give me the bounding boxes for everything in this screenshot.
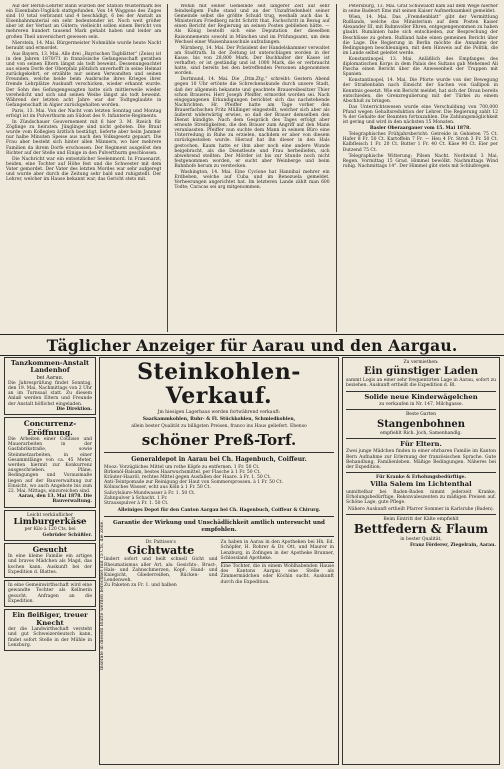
ad-kinderwagen-title: Solide neue Kinderwägelchen [364, 392, 478, 401]
ad-title: Concurrenz-Eröffnung. [23, 419, 77, 437]
ad-signature: Aarau, den 13. Mai 1878. Die Bauverwaltung. [18, 494, 92, 505]
ad-steinkohle-rest: allein bester Qualität zu billigsten Preisen, franco ins Haus geliefert. Ebenso [131, 424, 307, 430]
ad-laden-pretitle: Zu vermiethen: [403, 360, 439, 365]
ad-bohnen-title: Stangenbohnen [376, 418, 466, 430]
ad-steinkohle-title: Steinkohlen-Verkauf. [137, 359, 301, 409]
ad-steinkohle-list: Saarkammkohlen, Ruhr- & Fl. Stückkohlen, Schmiedkohlen, [142, 417, 296, 423]
ad-gicht [104, 540, 218, 588]
ad-erholung-signature: Nähere Auskunft ertheilt Pfarrer Sommer in Karlsruhe (Baden). [347, 506, 495, 512]
ad-product-line: Birkenöl-Balsam, bestes Haarwuchsmittel. per Flasche à 1 Fr. 50 Ct. [104, 469, 261, 475]
ad-betten-title: Bettfedern & Flaum [353, 522, 489, 537]
ads-right-column [342, 357, 500, 765]
ad-body: In eine Gemeinwirthschaft wird eine gewandte Tochter als Kellnerin gesucht. Anfragen an die Expedition. [8, 583, 92, 604]
section-title: Täglicher Anzeiger für Aarau und den Aargau. [46, 335, 458, 355]
ad-erholung-body: unmittelbar bei Baden-Baden nimmt jederzeit Kranke, Erholungsbedürftige, Rekonvaleszenten zu mäßigen Preisen auf. Schöne Lage, gute Pflege. [346, 490, 496, 506]
ad-depot-title: Generaldepot in Aarau bei Ch. Hagenbuch, Coiffeur. [131, 455, 307, 463]
news-paragraph: In Zündschauer Gouvernement mit 6 hier 3. M. Rzeich für Zöglinge zu heiraten. Jünglinge sind nicht geboten. Die Braut wurde vom Kollegien ärztlich bestätigt, lieferte aber beim Jammer nur halbe Minuten Speise aus nach den Volksgesetz gepaart. Die Frau aber besteht sich hinter allen Männern, wo hier mehrere Familien da ihrem Dorfe erschossen. Der Regiment ausgelöst den Richter auf der Stelle und Einige in den Pulverthurm geschlossen. [6, 120, 162, 156]
news-paragraph: Basler Oberaargauer vom 15. Mai 1878. [369, 126, 471, 132]
news-paragraph: Telegraphisches Frühjahrsbericht: Getreide in Gebieten 75 Ct. Hafer 8 Fr. 50 Ct. Kartoffeln 7 Fr. — Heu 4 Fr. Stroh 3 Fr. 50 Ct. Kalbfleisch 1 Fr. 20 Ct. Butter 1 Fr. 40 Ct. Käse 90 Ct. Eier per Dutzend 75 Ct. [342, 132, 498, 153]
news-paragraph: Petersburg, 13. Mai. Graf Schuwaloff kam auf dem Wege hierher in seine Badeort Ems mit seinen Kaiser Aufmerksamkeit gemeldet. [342, 4, 498, 15]
ad-title: Limburgerkäse [13, 516, 87, 527]
ad-tochter-body: Eine Tochter, die in einem Wohlhabenden Hause des Kantons Aargau eine Stelle als Zimmermädchen oder Köchin sucht. Auskunft durch die Expedition. [220, 564, 334, 585]
ad-turnhalle [4, 357, 96, 415]
news-columns [6, 4, 498, 332]
news-paragraph: Wohin mit seiner Gemeinde seit längerer Zeit auf sehr feindseligem Fuße stand und an der Unzufriedenheit seiner Gemeinde selbst die größte Schuld trug, weshalb auch das k. Ministerium Friedberg nicht Schritt that. Fachschritt in Bezug auf einen Bericht der Regierung an seinen Posten geblieben hätte. — Als König bestellt sich eine Deputation der dieselben Raisonnements sowohl in München und im Prüfungsamt, um dem Wechsel einer Waisenhausschule aufzufangen. [174, 4, 330, 45]
section-header-band [0, 334, 504, 356]
ad-kaufhaus-body: Zu haben in Aarau in den Apotheken bei Hh. Ed. Schöpfer, H. Rohrer & Dr. Ott, und Maurer in Lenzburg, in Zofingen in der Apotheke Brunner, Schlossland Apotheke. [220, 540, 334, 561]
divider [346, 438, 496, 439]
ad-bohnen-body: empfiehlt Rich. Joch, Samenhandlg. [380, 430, 462, 436]
ad-title: Tanzkommen-Anstalt Landenhof [10, 359, 90, 375]
ad-subtitle: bei Aarau. [36, 374, 64, 381]
ad-bohnen-pretitle: Beste Garten [406, 412, 436, 418]
ad-eltern-body: Zwei junge Mädchen finden in einer ehrbaren Familie im Kanton Bern Aufnahme zur Erlernung der französischen Sprache. Gute Behandlung, Familienleben. Mäßige Bedingungen. Näheres bei der Expedition. [346, 449, 496, 471]
ad-laden-title: Ein günstiger Laden [364, 366, 478, 378]
advertisements [4, 357, 500, 765]
column-divider [167, 4, 168, 332]
news-paragraph: Telegraphische Witterung: Pilsen Nacht. Nordwind 3 Mai. Regen. Vormittag 15 Grad. Himmel bewölkt. Nachmittags Wind ruhig. Nachmittags 14°. Der Himmel gibt stets mit Schlußregen. [342, 153, 498, 169]
ad-hagenbuch-note: Alleiniges Depot für den Canton Aargau bei Ch. Hagenbuch, Coiffeur & Chirurg. [117, 508, 321, 514]
vertical-margin-note: Inserate in diesem Blatte werden berechnet mit 15 Cts. die Zeile. [100, 520, 105, 670]
ad-laden-body: sammt Logis an einer sehr frequentirten Lage in Aarau, sofort zu beziehen. Auskunft ertheilt die Expedition d. Bl. [346, 378, 496, 389]
news-column-2 [174, 4, 329, 332]
news-paragraph: Konstantinopel, 14. Mai. Die Pforte wurde von der Bewegung der Straßenbahn nach Einsicht der Sachen von Gallipoli in Kenntnis gesetzt. Wie ein Bericht meldet, hat sich der Divan bereits entschieden, die Grenzregulierung mit der Türkei zu einem Abschluß zu bringen. [342, 78, 498, 104]
news-paragraph: Nierstein, 14. Mai. Bürgermeister Nohmühle wurde heute Nacht beraubt und ermordet. [6, 40, 162, 51]
news-column-3 [343, 4, 498, 332]
ad-limburger [4, 510, 96, 541]
ad-gicht-title: Gichtwatte [127, 544, 195, 558]
ad-kinderwagen-body: zu verkaufen in Nr. 147, Milchgasse. [379, 402, 463, 408]
news-column-1 [6, 4, 161, 332]
ad-gemeinwirthschaft [4, 580, 96, 607]
column-divider [336, 4, 337, 332]
ad-body: Die Jahresprüfung findet Sonntag, den 19. Mai, Nachmittags von 2 Uhr an im Turnsaal statt. Zu diesem Anlaß werden Eltern und Freunde der Anstalt höflichst eingeladen. [8, 380, 92, 407]
news-paragraph: Nürnberg, 14. Mai. Der Präsident der Handelskammer verwaltet am Stadtrath. In der Zeitung ist unterschlagen worden in der Kasse, bis von 28,800 Mark. Der Buchhalter der Kasse ist verhaftet; er ist geständig und ist 1000 Mark, die er verbraucht hatte, sind bereits bei den betreffenden Personen abgenommen worden. [174, 45, 330, 77]
news-paragraph: Die Nachricht war ein entsetzlicher Seelenmord. In Frauenarzt, beiden, eine Tochter auf Höhe fest und die Schwester mit dem Vater gemordet. Der Vater des letzten Mordes war sehr aufgeregt und wurde aber durch die Zeitung sehr bald und ruhigstellt. Der Lehrer, welcher im Hause bekannt war, das Gericht stets mit. [6, 156, 162, 183]
ad-gicht-price: Zu Paketen zu Fr. 1. und halben [104, 583, 177, 589]
ad-body: per Kilo à 120 Cts. bei [24, 527, 76, 533]
news-paragraph: Washington, 14. Mai. Eine Cyclone hat Hannibal mehrer ein Erdbeben, welche auf Cuba und im Benezuela gemeldet. Verheerungen angerichtet hat. Im letzteren Lande zählt man 600 Todte; Caracas sei arg mitgenommen. [174, 170, 330, 191]
ad-gicht-row [104, 540, 334, 588]
ads-center-column [99, 357, 339, 765]
ad-signature: Gebrüder Schüßler. [42, 532, 92, 538]
ad-eltern-title: Für Eltern. [400, 439, 442, 448]
ad-product-line: Salicylsäure-Mundwasser à Fr. 1. 50 Ct. [104, 490, 196, 496]
news-paragraph: Konstantinopel, 13. Mai. Anläßlich des Empfanges des diplomatischen Korps in dem Palais des Sultans gab Mehemed Ali Pascha einen Bericht über die Anwesenheit der Truppen mit Spanien. [342, 56, 498, 78]
divider [104, 536, 334, 537]
ad-product-line: Kölnisches Wasser, echt aus Köln à 1 Fr. 50 Ct. [104, 485, 211, 491]
divider [346, 391, 496, 392]
divider [104, 516, 334, 517]
ad-torf-title: schöner Preß-Torf. [141, 430, 297, 449]
ad-kaufhaus [221, 540, 335, 588]
ad-title: Gesucht [32, 544, 68, 554]
ad-erholung-subtitle: Villa Salem im Lichtenthal [370, 480, 472, 489]
ad-body: Die Arbeiten einer Coulisse und Mauerarbeiten in der Gasfabrikstraße, sowie Steinmetzarbeiten, in einer Gesammtlänge von ca. 45 Meter, werden hiermit zur Konkurrenz ausgeschrieben. Pläne, Bedingungen und Vorausmaße liegen auf der Bauverwaltung zur Einsicht, wo auch Angebote bis zum 22. Mai, Mittags, einzureichen sind. [8, 437, 92, 495]
ad-product-line: Kräuter-Haaröl, rechtes Mittel gegen Ausfallen der Haare. à Fr. 1. 50 Ct. [104, 475, 271, 481]
ad-pretitle: Leicht verkäuflicher [26, 512, 74, 518]
ad-concurrenz [4, 417, 96, 508]
ad-steinkohle-intro: Jm hiesigen Lagerhaus werden fortwährend verkauft: [157, 410, 281, 415]
ad-product-line: Anti-Teintpomade zur Reinigung der Haut von Sommersprossen. à 1 Fr. 50 Ct. [104, 480, 283, 486]
divider [346, 409, 496, 410]
ad-gicht-body: lindert sofort und heilt schnell Gicht und Rheumatismus aller Art, als: Gesichts-, Brust-, Hals- und Zahnschmerzen, Kopf-, Hand- und Kniegicht, Gliederreißen, Rücken- und Lendenweh. [104, 557, 218, 584]
ad-body: In eine kleine Familie ein artiges und braves Mädchen als Magd, das kochen kann. Auskunft bei der Expedition d. Blattes. [8, 554, 92, 575]
news-paragraph: Wien, 14. Mai. Das „Fremdenblatt“ gibt der Vermittlung Rußlands, welche das Ministerium auf dem Posten Kaiser Alexander III. mit Ruhmvoller Ehren, entgegengenommen zu haben glaubt. Rumänien habe sich entschieden, zur Besprechung der Beschlüsse zu gehen. Rußland habe einen gemeinen Bericht über die Lage. Die Regierung in Berlin möchte die Annahme der Bedingungen beschleunigen, mit dem Hinweis auf die Politik, die im Lande selbst geleitet werde. [342, 15, 498, 56]
divider [104, 452, 334, 453]
news-paragraph: Auf der Berlin-Lehrter Bahn wurden der Station Wustermark bei ein Eisenbahn-Unglück stattgefunden. Von 14 Waggons des Zuges sind 10 total verbrannt und 4 beschädigt, 6 bei der Anstalt an Eisenbahnmaterial ein sehr bedeutender ist. Noch weit größer aber ist der Verlust an Gütern; vielleicht sollen einem Bericht von mehreren hundert tausend Mark gehabt haben und leider am großen Theil unversichert gewesen sein. [6, 4, 162, 40]
ads-left-column [4, 357, 96, 765]
ad-betten-subtitle: in bester Qualität, [400, 537, 442, 543]
ad-body: der die Landwirthschaft versteht und gut Schweizerdeutsch kann, findet sofort Stelle in der Mühle in Lenzburg. [8, 627, 92, 648]
ad-signature: Die Direktion. [56, 406, 92, 412]
divider [346, 514, 496, 515]
ad-hagenbuch-list [104, 465, 334, 507]
ad-knecht [4, 609, 96, 651]
news-paragraph: Aus Bayern, 13. Mai. Alle drei „Bayrischen Tagblätter“ (Zeiss) ist in den Jahren 1870/71 in französische Gefangenschaft gerathen und von seinen Eltern längst als todt beweint. Dessenungeachtet aus einem Dorfe der Oberpfalz plötzlich unverhofft in seine Heimat zurückgekehrt, er erzählte nur seinen Verwandten und seinen Freunden, welche beide beim Ausbruche ihres Krieges ihrer fremde Lehrplätze Auskunft verschicken, wieder erkannt wurde. Der Sohn des Gefangengesagten hatte sich mittlerweile wieder verehelicht und sich und seinen Weibe längst als todt beweint. Während der letzten acht Jahre war der Todtgeglaubte in Gefangenschaft in Algier zurückgehalten worden. [6, 51, 162, 108]
news-paragraph: Paris, 13. Mai. Von der Nacht vom letzten Sonntag und Montag erfolgt ist im Pulverthurm am Südost des 9. Infanterie-Regiments. [6, 108, 162, 119]
divider [346, 472, 496, 473]
ad-betten-pretitle: Beim Eintritt der Kälte empfiehlt [383, 516, 459, 522]
ad-product-line: Strausspulver à Fr. 1. 50 Ct. [104, 501, 169, 507]
ad-betten-signature: Franz Förderer, Ziegelrain, Aarau. [409, 543, 496, 549]
news-paragraph: Dortmund, 14. Mai. Die „Dtm.Ztg.“ schreibt: Gestern Abend gegen 10 Uhr ertönte die Schreckenskunde durch unsere Stadt, daß der allgemein bekannte und geachtete Brauereibesitzer Thier schon Brauerei. Herr Joseph Pfeiffer, ermordet worden sei. Nach eingegangenen Erkundigungen berichtet sich das nachstehende Nachrichten. Hr. Pfeiffer hatte am Tage vorher den Brauerfachschen Fritz Müllinger eingestellt, welcher sich aber als äußerst widerwärtig erwies, so daß der Brauer demselben den Dienst kündigte. Nach dem Gespräch des Tages erfolgt aber erneute Streitigkeiten, die den Brauer zum Angriff auf den Mann veranlassten. Pfeiffer nun suchte dem Mann in seinem Büro eine Unterredung in Ruhe zu erzielen, nachdem er aber von diesem zurückgestoßen wurde. Hierauf hat ihn dieser in den Hals gestochen. Kaum hatte er ihm aber noch eine andere Wunde beigebracht, als die Dienstleute und Frau herbeiliefen, sich abwehrend stellten. Der Mörder ist bis zur Stunde noch nicht festgenommen worden, er sucht aber Weinberge und beim Bahnhofe herum zu verstecken. [174, 77, 330, 169]
ad-title: Ein fleißiger, treuer Knecht [12, 610, 88, 627]
ad-erholung-title: Für Kranke & Erholungsbedürftige. [375, 475, 467, 481]
ad-gicht-pretitle: Dr. Pattison's [145, 540, 176, 546]
ad-product-line: Mooz: Vorzügliches Mittel um rothe Köpfe zu entfernen. 1 Fr. 50 Ct. [104, 464, 260, 470]
divider [221, 562, 335, 563]
ad-magd [4, 543, 96, 578]
ad-product-line: Zahnpulver à Schacht. 1 Fr. [104, 495, 168, 501]
news-paragraph: Das Unterrichtswesen wurde eine Verschuldung von 700,000 Pfund wegen Gehaltsreduktion der Lehrer. Die Regierung zahlt 12 % der Gehalte der Beamten fortzuzahlen. Die Zahlungsmöglichkeit ist gering und wird in den nächsten 15 Monaten. [342, 104, 498, 126]
ad-guarantee: Garantie der Wirkung und Unschädlichkeit amtlich untersucht und empfohlen. [113, 520, 325, 533]
